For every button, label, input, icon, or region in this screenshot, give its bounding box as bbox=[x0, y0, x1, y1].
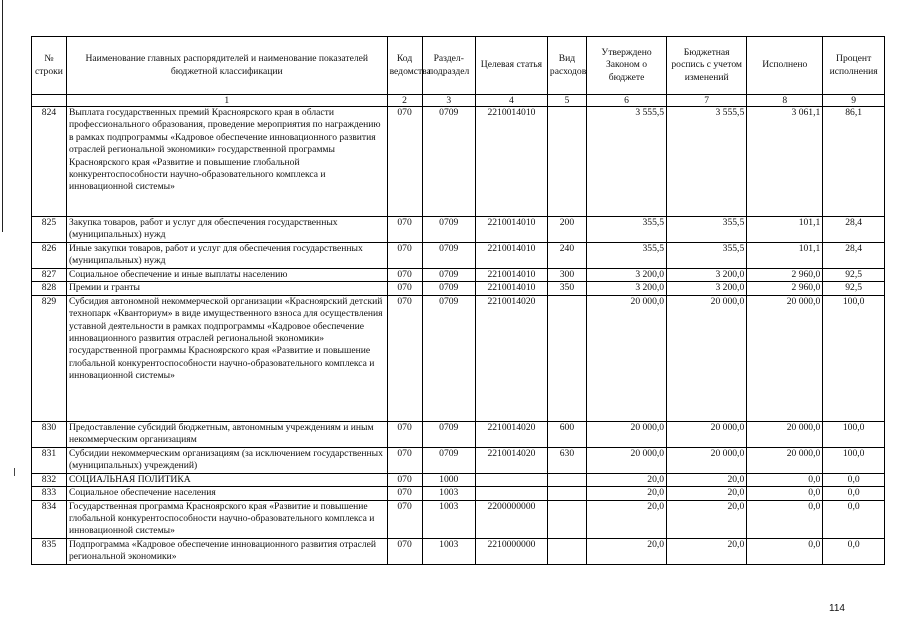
approved-amount: 20 000,0 bbox=[586, 447, 666, 473]
expense-type: 240 bbox=[547, 243, 586, 269]
target-code bbox=[475, 473, 547, 486]
schedule-amount: 355,5 bbox=[667, 217, 747, 243]
executed-amount: 20 000,0 bbox=[747, 421, 823, 447]
approved-amount: 3 555,5 bbox=[586, 107, 666, 217]
approved-amount: 355,5 bbox=[586, 243, 666, 269]
row-number: 826 bbox=[32, 243, 67, 269]
row-name: Социальное обеспечение и иные выплаты населению bbox=[66, 269, 387, 282]
table-row bbox=[32, 421, 885, 447]
table-row bbox=[32, 217, 885, 243]
row-name: Предоставление субсидий бюджетным, автономным учреждениям и иным некоммерческим организациям bbox=[66, 421, 387, 447]
column-number: 6 bbox=[586, 95, 666, 107]
executed-amount: 3 061,1 bbox=[747, 107, 823, 217]
column-number-row bbox=[32, 95, 885, 107]
dept-code: 070 bbox=[387, 447, 422, 473]
header-expense-type: Вид расходов bbox=[547, 37, 586, 95]
header-dept-code: Код ведомства bbox=[387, 37, 422, 95]
percent-executed: 0,0 bbox=[823, 487, 885, 500]
row-name: Закупка товаров, работ и услуг для обеспечения государственных (муниципальных) нужд bbox=[66, 217, 387, 243]
column-number: 9 bbox=[823, 95, 885, 107]
row-number: 825 bbox=[32, 217, 67, 243]
schedule-amount: 20,0 bbox=[667, 487, 747, 500]
percent-executed: 0,0 bbox=[823, 500, 885, 538]
expense-type: 630 bbox=[547, 447, 586, 473]
dept-code: 070 bbox=[387, 107, 422, 217]
column-number: 8 bbox=[747, 95, 823, 107]
target-code: 2210014020 bbox=[475, 295, 547, 421]
schedule-amount: 3 200,0 bbox=[667, 282, 747, 295]
target-code: 2210000000 bbox=[475, 538, 547, 564]
row-name: Социальное обеспечение населения bbox=[66, 487, 387, 500]
table-row bbox=[32, 538, 885, 564]
dept-code: 070 bbox=[387, 269, 422, 282]
row-number: 830 bbox=[32, 421, 67, 447]
target-code: 2210014010 bbox=[475, 243, 547, 269]
expense-type bbox=[547, 295, 586, 421]
header-row-number: № строки bbox=[32, 37, 67, 95]
schedule-amount: 20 000,0 bbox=[667, 421, 747, 447]
section-code: 1003 bbox=[422, 538, 475, 564]
row-name: Субсидия автономной некоммерческой организации «Красноярский детский технопарк «Кванториум» в виде имущественного взноса для осуществления уставной деятельности в рамках подпрограммы «Кадровое обеспечение инновационного развития отраслей региональной экономики» государственной программы Красноярского края «Развитие и повышение глобальной конкурентоспособности научно-образовательного комплекса и инновационной системы» bbox=[66, 295, 387, 421]
left-margin-mark bbox=[14, 468, 15, 476]
table-row bbox=[32, 487, 885, 500]
left-margin-rule bbox=[2, 0, 3, 232]
row-name: Выплата государственных премий Красноярского края в области профессионального образования, проведение мероприятия по награждению в рамках подпрограммы «Кадровое обеспечение инновационного развития отраслей региональной экономики» государственной программы Красноярского края «Развитие и повышение глобальной конкурентоспособности научно-образовательного комплекса и инновационной системы» bbox=[66, 107, 387, 217]
target-code bbox=[475, 487, 547, 500]
percent-executed: 28,4 bbox=[823, 243, 885, 269]
column-number: 4 bbox=[475, 95, 547, 107]
row-number: 833 bbox=[32, 487, 67, 500]
column-number: 1 bbox=[66, 95, 387, 107]
executed-amount: 0,0 bbox=[747, 500, 823, 538]
dept-code: 070 bbox=[387, 473, 422, 486]
expense-type bbox=[547, 473, 586, 486]
dept-code: 070 bbox=[387, 500, 422, 538]
section-code: 0709 bbox=[422, 282, 475, 295]
section-code: 0709 bbox=[422, 269, 475, 282]
schedule-amount: 20,0 bbox=[667, 538, 747, 564]
table-row bbox=[32, 243, 885, 269]
dept-code: 070 bbox=[387, 487, 422, 500]
percent-executed: 100,0 bbox=[823, 295, 885, 421]
header-name: Наименование главных распорядителей и наименование показателей бюджетной классификации bbox=[66, 37, 387, 95]
approved-amount: 355,5 bbox=[586, 217, 666, 243]
executed-amount: 0,0 bbox=[747, 487, 823, 500]
row-number: 828 bbox=[32, 282, 67, 295]
row-name: Иные закупки товаров, работ и услуг для обеспечения государственных (муниципальных) нужд bbox=[66, 243, 387, 269]
header-schedule: Бюджетная роспись с учетом изменений bbox=[667, 37, 747, 95]
table-row bbox=[32, 447, 885, 473]
percent-executed: 100,0 bbox=[823, 447, 885, 473]
executed-amount: 2 960,0 bbox=[747, 282, 823, 295]
target-code: 2210014010 bbox=[475, 217, 547, 243]
target-code: 2210014020 bbox=[475, 447, 547, 473]
percent-executed: 0,0 bbox=[823, 473, 885, 486]
percent-executed: 28,4 bbox=[823, 217, 885, 243]
executed-amount: 101,1 bbox=[747, 217, 823, 243]
target-code: 2210014020 bbox=[475, 421, 547, 447]
row-number: 827 bbox=[32, 269, 67, 282]
header-approved: Утверждено Законом о бюджете bbox=[586, 37, 666, 95]
header-section: Раздел-подраздел bbox=[422, 37, 475, 95]
section-code: 1000 bbox=[422, 473, 475, 486]
table-row bbox=[32, 473, 885, 486]
target-code: 2210014010 bbox=[475, 107, 547, 217]
approved-amount: 20 000,0 bbox=[586, 295, 666, 421]
schedule-amount: 3 200,0 bbox=[667, 269, 747, 282]
table-row bbox=[32, 295, 885, 421]
column-number: 2 bbox=[387, 95, 422, 107]
percent-executed: 0,0 bbox=[823, 538, 885, 564]
dept-code: 070 bbox=[387, 243, 422, 269]
approved-amount: 3 200,0 bbox=[586, 269, 666, 282]
schedule-amount: 20,0 bbox=[667, 500, 747, 538]
executed-amount: 0,0 bbox=[747, 538, 823, 564]
executed-amount: 101,1 bbox=[747, 243, 823, 269]
row-name: Премии и гранты bbox=[66, 282, 387, 295]
table-row bbox=[32, 500, 885, 538]
percent-executed: 86,1 bbox=[823, 107, 885, 217]
row-name: Подпрограмма «Кадровое обеспечение инновационного развития отраслей региональной экономики» bbox=[66, 538, 387, 564]
row-number: 834 bbox=[32, 500, 67, 538]
row-number: 835 bbox=[32, 538, 67, 564]
expense-type bbox=[547, 538, 586, 564]
dept-code: 070 bbox=[387, 217, 422, 243]
section-code: 0709 bbox=[422, 107, 475, 217]
column-number: 5 bbox=[547, 95, 586, 107]
expense-type bbox=[547, 500, 586, 538]
page-number: 114 bbox=[829, 603, 845, 614]
target-code: 2210014010 bbox=[475, 282, 547, 295]
column-number: 7 bbox=[667, 95, 747, 107]
schedule-amount: 20 000,0 bbox=[667, 447, 747, 473]
section-code: 0709 bbox=[422, 243, 475, 269]
row-number: 832 bbox=[32, 473, 67, 486]
dept-code: 070 bbox=[387, 295, 422, 421]
section-code: 0709 bbox=[422, 447, 475, 473]
expense-type: 350 bbox=[547, 282, 586, 295]
dept-code: 070 bbox=[387, 538, 422, 564]
header-percent: Процент исполнения bbox=[823, 37, 885, 95]
expense-type: 600 bbox=[547, 421, 586, 447]
approved-amount: 20,0 bbox=[586, 538, 666, 564]
header-target: Целевая статья bbox=[475, 37, 547, 95]
expense-type: 200 bbox=[547, 217, 586, 243]
executed-amount: 20 000,0 bbox=[747, 295, 823, 421]
dept-code: 070 bbox=[387, 421, 422, 447]
section-code: 0709 bbox=[422, 421, 475, 447]
table-row bbox=[32, 269, 885, 282]
row-name: СОЦИАЛЬНАЯ ПОЛИТИКА bbox=[66, 473, 387, 486]
schedule-amount: 355,5 bbox=[667, 243, 747, 269]
expense-type bbox=[547, 107, 586, 217]
percent-executed: 100,0 bbox=[823, 421, 885, 447]
column-number-blank bbox=[32, 95, 67, 107]
percent-executed: 92,5 bbox=[823, 269, 885, 282]
approved-amount: 20,0 bbox=[586, 500, 666, 538]
dept-code: 070 bbox=[387, 282, 422, 295]
schedule-amount: 20 000,0 bbox=[667, 295, 747, 421]
schedule-amount: 20,0 bbox=[667, 473, 747, 486]
header-executed: Исполнено bbox=[747, 37, 823, 95]
section-code: 0709 bbox=[422, 295, 475, 421]
budget-table bbox=[31, 36, 885, 565]
executed-amount: 0,0 bbox=[747, 473, 823, 486]
header-row bbox=[32, 37, 885, 95]
percent-executed: 92,5 bbox=[823, 282, 885, 295]
row-name: Субсидии некоммерческим организациям (за исключением государственных (муниципальных) учреждений) bbox=[66, 447, 387, 473]
approved-amount: 3 200,0 bbox=[586, 282, 666, 295]
row-number: 829 bbox=[32, 295, 67, 421]
section-code: 0709 bbox=[422, 217, 475, 243]
executed-amount: 2 960,0 bbox=[747, 269, 823, 282]
row-number: 831 bbox=[32, 447, 67, 473]
executed-amount: 20 000,0 bbox=[747, 447, 823, 473]
table-row bbox=[32, 282, 885, 295]
expense-type: 300 bbox=[547, 269, 586, 282]
row-name: Государственная программа Красноярского края «Развитие и повышение глобальной конкурентоспособности научно-образовательного комплекса и инновационной системы» bbox=[66, 500, 387, 538]
target-code: 2210014010 bbox=[475, 269, 547, 282]
approved-amount: 20,0 bbox=[586, 473, 666, 486]
table-row bbox=[32, 107, 885, 217]
approved-amount: 20,0 bbox=[586, 487, 666, 500]
section-code: 1003 bbox=[422, 487, 475, 500]
row-number: 824 bbox=[32, 107, 67, 217]
section-code: 1003 bbox=[422, 500, 475, 538]
approved-amount: 20 000,0 bbox=[586, 421, 666, 447]
schedule-amount: 3 555,5 bbox=[667, 107, 747, 217]
target-code: 2200000000 bbox=[475, 500, 547, 538]
column-number: 3 bbox=[422, 95, 475, 107]
expense-type bbox=[547, 487, 586, 500]
